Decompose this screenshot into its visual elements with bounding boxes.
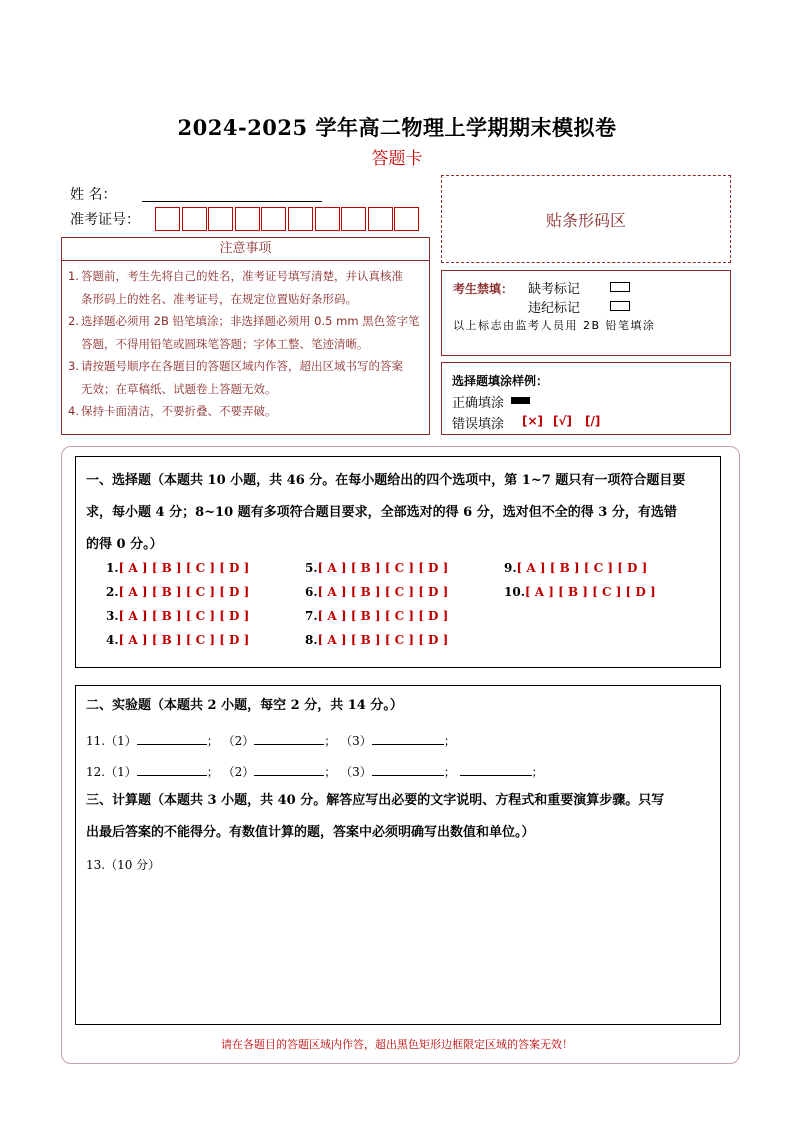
section3-line1: 三、计算题（本题共 3 小题，共 40 分。解答应写出必要的文字说明、方程式和重要演算步骤。只写 <box>86 793 665 808</box>
notice-item: 4. 保持卡面清洁，不要折叠、不要弄破。 <box>68 404 277 418</box>
absent-mark-box[interactable] <box>610 282 630 292</box>
exam-id-label: 准考证号： <box>70 212 140 228</box>
section1-line3: 的得 0 分。） <box>86 537 163 552</box>
id-digit-box[interactable] <box>315 207 340 231</box>
section3-line2: 出最后答案的不能得分。有数值计算的题，答案中必须明确写出数值和单位。） <box>86 825 535 840</box>
notice-item-cont: 无效；在草稿纸、试题卷上答题无效。 <box>81 381 277 396</box>
q12-blank-3[interactable] <box>372 764 444 776</box>
choice-row[interactable]: 8.[ A ] [ B ] [ C ] [ D ] <box>305 633 449 647</box>
choice-row[interactable]: 1.[ A ] [ B ] [ C ] [ D ] <box>106 561 250 575</box>
wrong-mark-check: [√] <box>553 414 572 428</box>
ban-note: 以上标志由监考人员用 2B 铅笔填涂 <box>453 319 656 332</box>
correct-fill-mark <box>511 397 530 404</box>
id-digit-box[interactable] <box>155 207 180 231</box>
section1-line1: 一、选择题（本题共 10 小题，共 46 分。在每小题给出的四个选项中，第 1~7 题只有一项符合题目要 <box>86 473 686 488</box>
absent-label: 缺考标记 <box>528 282 581 297</box>
notice-item: 2. 选择题必须用 2B 铅笔填涂；非选择题必须用 0.5 mm 黑色签字笔 <box>68 314 420 328</box>
fill-example-box <box>441 362 731 435</box>
id-digit-box[interactable] <box>288 207 313 231</box>
q11-blank-2[interactable] <box>254 733 324 745</box>
section-choice <box>75 456 721 668</box>
q13-answer-area[interactable] <box>86 878 710 1018</box>
section1-line2: 求，每小题 4 分；8~10 题有多项符合题目要求，全部选对的得 6 分，选对但不全的得 3 分，有选错 <box>86 505 677 520</box>
barcode-area: 贴条形码区 <box>441 175 731 263</box>
section-experiment-calc <box>75 685 721 1025</box>
notice-item-cont: 答题，不得用铅笔或圆珠笔答题；字体工整、笔迹清晰。 <box>81 336 369 351</box>
id-digit-box[interactable] <box>208 207 233 231</box>
id-digit-box[interactable] <box>368 207 393 231</box>
exam-id-boxes[interactable] <box>155 207 421 231</box>
q12-blank-4[interactable] <box>460 764 532 776</box>
id-digit-box[interactable] <box>261 207 286 231</box>
example-heading: 选择题填涂样例： <box>452 374 549 388</box>
choice-row[interactable]: 6.[ A ] [ B ] [ C ] [ D ] <box>305 585 449 599</box>
notice-item: 1. 答题前，考生先将自己的姓名，准考证号填写清楚，并认真核准 <box>68 269 403 283</box>
name-field[interactable] <box>142 201 322 202</box>
page-subtitle: 答题卡 <box>371 149 423 169</box>
notice-item: 3. 请按题号顺序在各题目的答题区域内作答，超出区域书写的答案 <box>68 359 403 373</box>
q11-row: 11.（1） ； （2） ； （3） ； <box>86 734 456 748</box>
wrong-mark-x: [×] <box>522 414 544 428</box>
q12-row: 12.（1） ； （2） ； （3） ； ； <box>86 765 544 779</box>
id-digit-box[interactable] <box>235 207 260 231</box>
choice-row[interactable]: 9.[ A ] [ B ] [ C ] [ D ] <box>504 561 648 575</box>
name-label: 姓 名： <box>70 187 117 203</box>
choice-row[interactable]: 3.[ A ] [ B ] [ C ] [ D ] <box>106 609 250 623</box>
id-digit-box[interactable] <box>182 207 207 231</box>
q13-label: 13.（10 分） <box>86 858 161 872</box>
choice-row[interactable]: 4.[ A ] [ B ] [ C ] [ D ] <box>106 633 250 647</box>
id-digit-box[interactable] <box>394 207 419 231</box>
notice-item-cont: 条形码上的姓名、准考证号，在规定位置贴好条形码。 <box>81 291 357 306</box>
choice-row[interactable]: 2.[ A ] [ B ] [ C ] [ D ] <box>106 585 250 599</box>
footer-warning: 请在各题目的答题区域内作答，超出黑色矩形边框限定区域的答案无效！ <box>221 1038 573 1051</box>
q11-blank-1[interactable] <box>137 733 207 745</box>
violation-label: 违纪标记 <box>528 301 581 316</box>
choice-row[interactable]: 5.[ A ] [ B ] [ C ] [ D ] <box>305 561 449 575</box>
id-digit-box[interactable] <box>341 207 366 231</box>
choice-row[interactable]: 7.[ A ] [ B ] [ C ] [ D ] <box>305 609 449 623</box>
q12-blank-2[interactable] <box>254 764 324 776</box>
proctor-marks-box <box>441 270 731 356</box>
choice-row[interactable]: 10.[ A ] [ B ] [ C ] [ D ] <box>504 585 656 599</box>
notice-heading: 注意事项 <box>61 237 430 261</box>
correct-label: 正确填涂 <box>452 396 505 411</box>
wrong-label: 错误填涂 <box>452 417 505 432</box>
violation-mark-box[interactable] <box>610 301 630 311</box>
ban-label: 考生禁填： <box>453 282 514 296</box>
page-title: 2024-2025 学年高二物理上学期期末模拟卷 <box>177 115 617 140</box>
q11-blank-3[interactable] <box>372 733 444 745</box>
notice-body <box>61 261 430 435</box>
wrong-mark-slash: [/] <box>585 414 601 428</box>
section2-heading: 二、实验题（本题共 2 小题，每空 2 分，共 14 分。） <box>86 698 403 713</box>
q12-blank-1[interactable] <box>137 764 207 776</box>
